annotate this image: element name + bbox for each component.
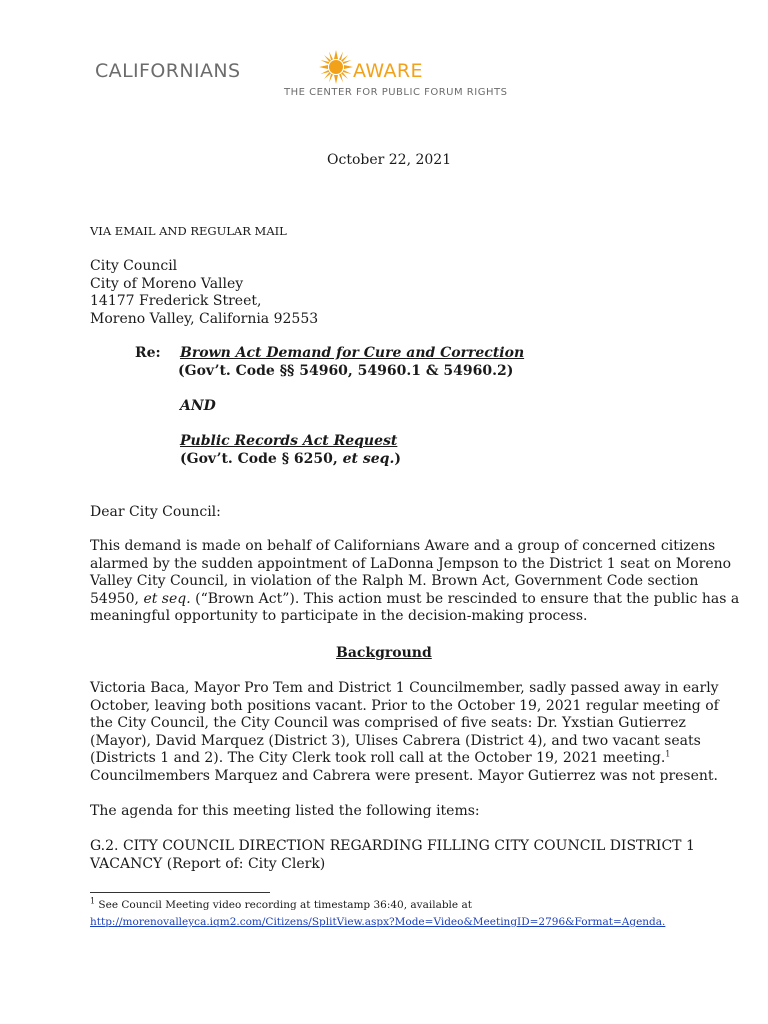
section-heading-background: Background <box>336 645 432 661</box>
footnote-number: 1 <box>90 896 96 906</box>
paragraph-line: This demand is made on behalf of Californians Aware and a group of concerned citizens <box>90 538 716 554</box>
logo-name-part1: CALIFORNIANS <box>95 60 241 82</box>
paragraph-agenda-intro: The agenda for this meeting listed the following items: <box>90 803 480 819</box>
footnote-link[interactable]: http://morenovalleyca.iqm2.com/Citizens/SplitView.aspx?Mode=Video&MeetingID=2796&Format=Agenda. <box>90 916 666 928</box>
agenda-item <box>90 838 695 873</box>
re-title-brown-act: Brown Act Demand for Cure and Correction <box>180 345 525 361</box>
re-code-brown-act: (Gov’t. Code §§ 54960, 54960.1 & 54960.2) <box>178 363 514 379</box>
letterhead-logo <box>95 50 515 102</box>
paragraph-line: October, leaving both positions vacant. Prior to the October 19, 2021 regular meeting of <box>90 697 719 714</box>
logo-name-part2: AWARE <box>353 60 423 82</box>
paragraph-line: alarmed by the sudden appointment of LaDonna Jempson to the District 1 seat on Moreno <box>90 555 732 572</box>
re-code2-italic: et seq. <box>342 451 395 467</box>
paragraph-line <box>90 591 739 609</box>
salutation: Dear City Council: <box>90 504 221 520</box>
paragraph-line-part: 54950, <box>90 590 144 607</box>
sun-icon <box>319 50 353 84</box>
footnote-divider <box>90 892 270 893</box>
re-label: Re: <box>135 345 161 361</box>
footnote-text <box>90 896 472 911</box>
paragraph-demand <box>90 538 739 626</box>
paragraph-line: meaningful opportunity to participate in the decision-making process. <box>90 608 588 624</box>
recipient-line: Moreno Valley, California 92553 <box>90 310 319 327</box>
paragraph-line: Valley City Council, in violation of the Ralph M. Brown Act, Government Code section <box>90 573 699 589</box>
paragraph-line-italic: et seq. <box>143 590 191 607</box>
paragraph-line: Victoria Baca, Mayor Pro Tem and District 1 Councilmember, sadly passed away in early <box>90 680 719 696</box>
logo-tagline: THE CENTER FOR PUBLIC FORUM RIGHTS <box>284 87 508 98</box>
paragraph-line: Councilmembers Marquez and Cabrera were present. Mayor Gutierrez was not present. <box>90 767 718 784</box>
paragraph-line-part: (“Brown Act”). This action must be rescinded to ensure that the public has a <box>190 590 740 607</box>
recipient-address <box>90 258 318 328</box>
paragraph-line: the City Council, the City Council was comprised of five seats: Dr. Yxstian Gutierrez <box>90 715 686 731</box>
agenda-item-line: VACANCY (Report of: City Clerk) <box>90 855 326 872</box>
re-and: AND <box>180 398 216 414</box>
re-code2-prefix: (Gov’t. Code § 6250, <box>180 451 343 467</box>
letter-date: October 22, 2021 <box>327 152 452 168</box>
footnote-body: See Council Meeting video recording at timestamp 36:40, available at <box>95 899 472 911</box>
footnote-marker[interactable]: 1 <box>665 749 671 759</box>
delivery-method: VIA EMAIL AND REGULAR MAIL <box>90 224 287 238</box>
paragraph-background <box>90 680 719 785</box>
re-title-records-act: Public Records Act Request <box>180 433 398 449</box>
re-code2-suffix: ) <box>394 451 401 467</box>
paragraph-line: (Mayor), David Marquez (District 3), Ulises Cabrera (District 4), and two vacant seats <box>90 732 701 749</box>
recipient-line: City Council <box>90 258 178 274</box>
agenda-item-line: G.2. CITY COUNCIL DIRECTION REGARDING FILLING CITY COUNCIL DISTRICT 1 <box>90 838 695 854</box>
paragraph-line <box>90 750 719 768</box>
paragraph-line-part: (Districts 1 and 2). The City Clerk took roll call at the October 19, 2021 meeting. <box>90 750 666 766</box>
re-code-records-act <box>180 451 401 469</box>
recipient-line: 14177 Frederick Street, <box>90 293 262 309</box>
recipient-line: City of Moreno Valley <box>90 275 244 292</box>
